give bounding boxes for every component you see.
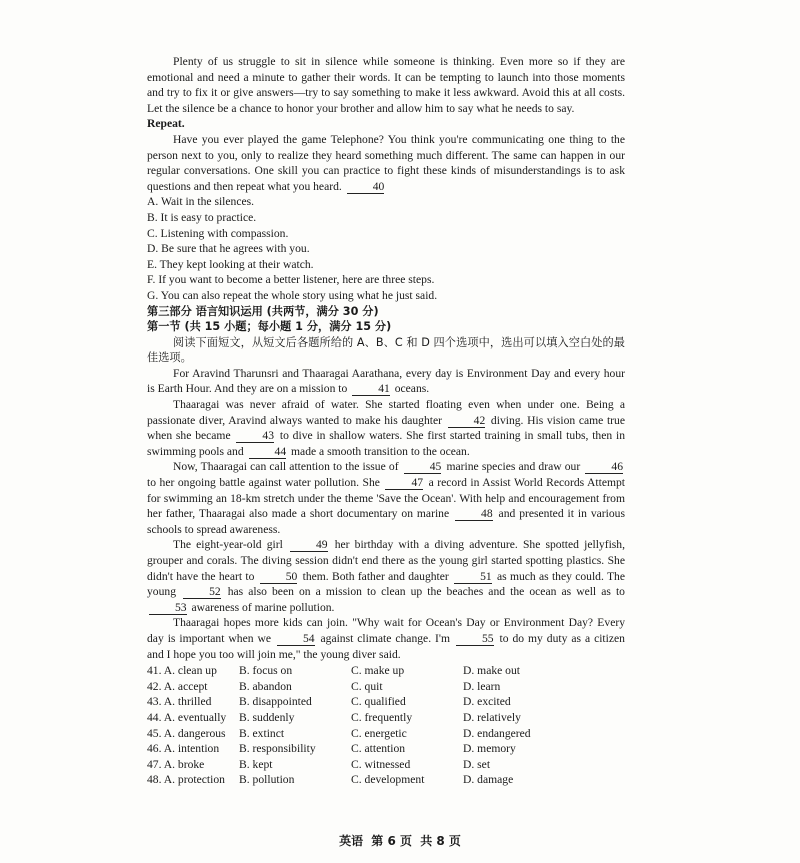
blank-45: 45 <box>404 460 442 474</box>
section-heading-repeat: Repeat. <box>147 117 185 131</box>
blank-50: 50 <box>260 570 298 584</box>
footer-page: 第 6 页 <box>371 834 412 848</box>
blank-40: 40 <box>347 180 385 194</box>
blank-43: 43 <box>236 429 274 443</box>
answer-row: 41. A. clean up B. focus on C. make up D. make out <box>147 664 520 678</box>
page-footer <box>0 832 800 849</box>
option-item: F. If you want to become a better listener, here are three steps. <box>147 273 435 287</box>
blank-53: 53 <box>149 601 187 615</box>
blank-48: 48 <box>455 507 493 521</box>
section3-title: 第三部分 语言知识运用 (共两节，满分 30 分) <box>147 304 379 318</box>
option-item: D. Be sure that he agrees with you. <box>147 242 310 256</box>
passage-paragraph: Plenty of us struggle to sit in silence while someone is thinking. Even more so if they are emotional and need a minute to gather their words. It can be tempting to launch into those moments and try to fix it or give answers—try to say something to make it less awkward. Avoid this at all costs. Let the silence be a chance to honor your brother and allow him to say what he needs to say. <box>147 55 625 115</box>
option-item: E. They kept looking at their watch. <box>147 257 314 271</box>
blank-47: 47 <box>385 476 423 490</box>
seven-options-list <box>147 194 625 303</box>
answer-row: 46. A. intention B. responsibility C. attention D. memory <box>147 742 516 756</box>
option-item: C. Listening with compassion. <box>147 226 289 240</box>
cloze-paragraph: Thaaragai was never afraid of water. She started floating even when under one. Being a passionate diver, Aravind always wanted to make his daughter 42 diving. His vision came true when she became 43 to dive in shallow waters. She first started training in small tubs, then in swimming pools and 44 made a smooth transition to the ocean. <box>147 398 626 458</box>
footer-total: 共 8 页 <box>420 834 461 848</box>
answer-row: 45. A. dangerous B. extinct C. energetic D. endangered <box>147 726 531 740</box>
cloze-paragraph: For Aravind Tharunsri and Thaaragai Aarathana, every day is Environment Day and every hour is Earth Hour. And they are on a mission to 41 oceans. <box>147 366 625 396</box>
answer-row: 42. A. accept B. abandon C. quit D. learn <box>147 679 501 693</box>
blank-41: 41 <box>352 382 390 396</box>
footer-subject: 英语 <box>339 834 364 848</box>
cloze-paragraph: The eight-year-old girl 49 her birthday with a diving adventure. She spotted jellyfish, grouper and corals. The diving session didn't end there as the young girl started spotting plastics. She didn't have the heart to 50 them. Both father and daughter 51 as much as they could. The young 52 has also been on a mission to clean up the beaches and the ocean as well as to 53 awareness of marine pollution. <box>147 538 626 614</box>
answer-row: 48. A. protection B. pollution C. development D. damage <box>147 773 514 787</box>
option-item: G. You can also repeat the whole story using what he just said. <box>147 288 438 302</box>
blank-52: 52 <box>183 585 221 599</box>
option-item: B. It is easy to practice. <box>147 210 257 224</box>
blank-44: 44 <box>249 445 287 459</box>
option-item: A. Wait in the silences. <box>147 195 255 209</box>
passage-paragraph: Have you ever played the game Telephone? You think you're communicating one thing to the person next to you, only to realize they heard something much different. The same can happen in our regular conversations. One skill you can practice to fight these kinds of misunderstandings is to ask questions and then repeat what you heard. 40 <box>147 132 625 193</box>
blank-55: 55 <box>456 632 494 646</box>
blank-46: 46 <box>585 460 623 474</box>
cloze-paragraph: Now, Thaaragai can call attention to the issue of 45 marine species and draw our 46 to her ongoing battle against water pollution. She 47 a record in Assist World Records Attempt for swimming an 18-km stretch under the theme 'Save the Ocean'. With help and encouragement from her father, Thaaragai also made a short documentary on marine 48 and presented it in various schools to spread awareness. <box>147 460 626 536</box>
answer-options-table <box>147 663 573 788</box>
cloze-paragraph: Thaaragai hopes more kids can join. "Why wait for Ocean's Day or Environment Day? Every day is important when we 54 against climate change. I'm 55 to do my duty as a citizen and I hope you too will join me," the young diver said. <box>147 616 625 661</box>
answer-row: 44. A. eventually B. suddenly C. frequently D. relatively <box>147 710 521 724</box>
blank-42: 42 <box>448 414 486 428</box>
page-content <box>147 54 625 788</box>
blank-51: 51 <box>454 570 492 584</box>
answer-row: 43. A. thrilled B. disappointed C. qualified D. excited <box>147 695 511 709</box>
section3-subtitle: 第一节 (共 15 小题；每小题 1 分，满分 15 分) <box>147 320 392 334</box>
answer-row: 47. A. broke B. kept C. witnessed D. set <box>147 757 491 771</box>
blank-49: 49 <box>290 538 328 552</box>
blank-54: 54 <box>277 632 315 646</box>
section3-instruction: 阅读下面短文，从短文后各题所给的 A、B、C 和 D 四个选项中，选出可以填入空白处的最佳选项。 <box>147 335 625 365</box>
